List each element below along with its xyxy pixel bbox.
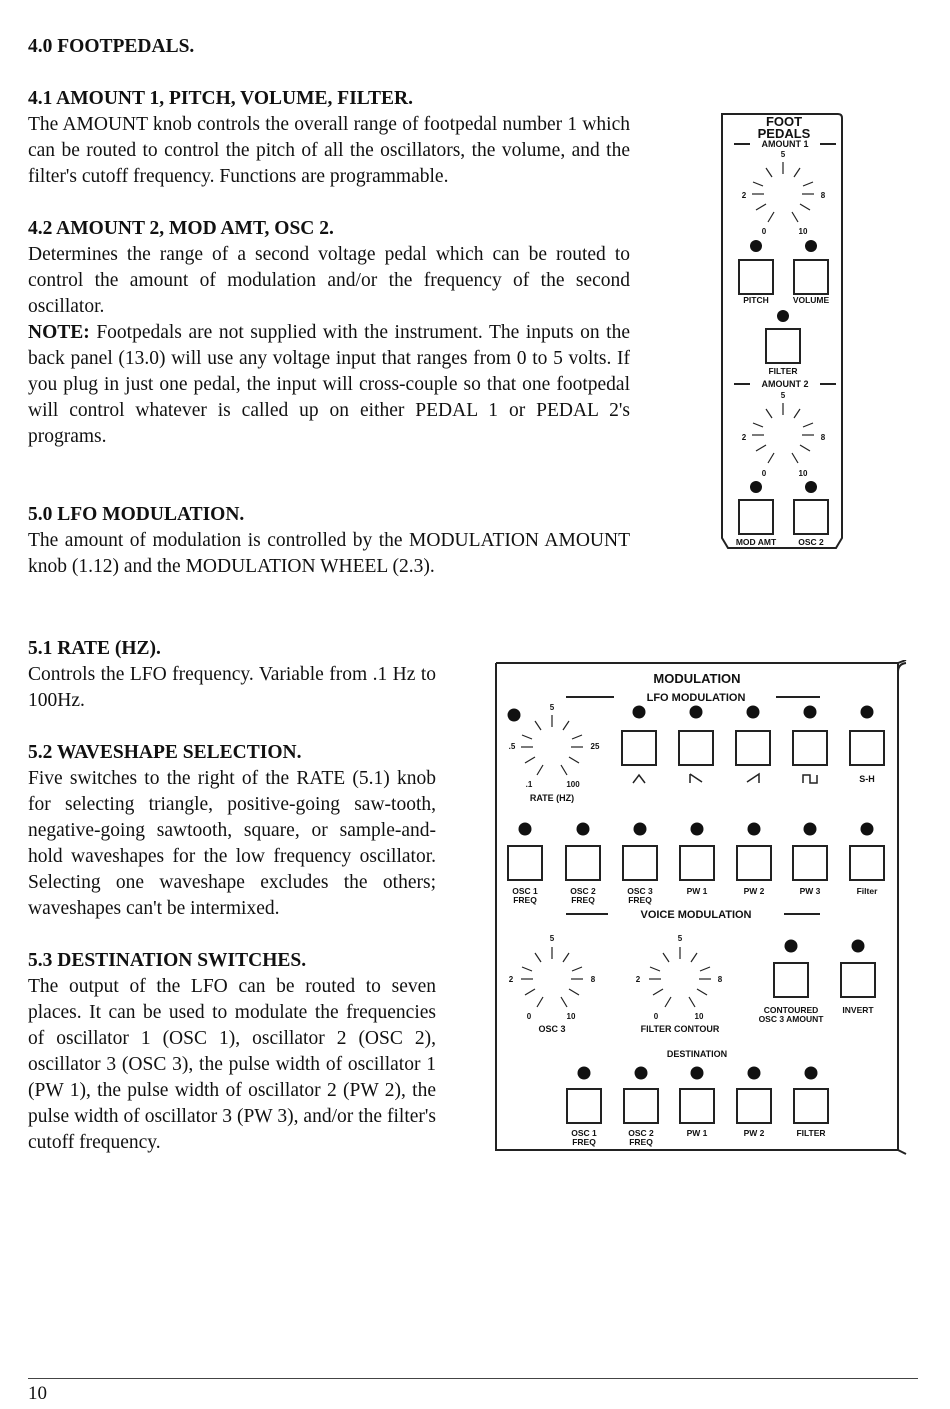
rate-scale-100: 100 [566,780,580,789]
paragraph-5-0: The amount of modulation is controlled by the MODULATION AMOUNT knob (1.12) and the MODULATION WHEEL (2.3). [28,530,630,577]
saw-positive-icon [690,774,702,783]
filter-contour-scale-0: 0 [653,1012,659,1021]
voice-dest-led-osc2 [635,1067,648,1080]
note-body: Footpedals are not supplied with the instrument. The inputs on the back panel (13.0) will use any voltage input that ranges from 0 to 5 volts. If you plug in just one pedal, the input will cross-couple so that one footpedal will control whatever is called up on either PEDAL 1 or PEDAL 2's programs. [28,322,630,447]
osc2-led [805,481,817,493]
osc2-label: OSC 2 [798,537,824,547]
note-label: NOTE: [28,322,90,343]
voice-dest-led-pw2 [748,1067,761,1080]
heading-5-1: 5.1 RATE (HZ). [28,638,161,659]
invert-led [852,940,865,953]
rate-knob[interactable] [509,703,600,789]
lfo-dest-label-osc2: OSC 2 [570,886,596,896]
volume-button[interactable] [794,260,828,294]
modulation-panel [494,660,912,1156]
volume-label: VOLUME [792,295,830,305]
lfo-dest-sublabel-osc3: FREQ [628,895,652,905]
amount2-scale-8: 8 [820,433,826,442]
pitch-label: PITCH [743,295,769,305]
waveshape-led-square [804,706,817,719]
filter-label: FILTER [768,366,798,376]
lfo-dest-led-osc1 [519,823,532,836]
voice-dest-led-pw1 [691,1067,704,1080]
amount1-scale-10: 10 [798,227,808,236]
voice-dest-led-osc1 [578,1067,591,1080]
sh-label: S-H [859,774,875,784]
voice-dest-button-filter[interactable] [794,1089,828,1123]
waveshape-led-sh [861,706,874,719]
paragraph-5-3: The output of the LFO can be routed to seven places. It can be used to modulate the frequencies of oscillator 1 (OSC 1), oscillator 2 (OSC 2), oscillator 3 (OSC 3), the pulse width of oscillator 1 (PW 1), the pulse width of oscillator 2 (PW 2), the pulse width of oscillator 3 (PW 3), and/or the filter's cutoff frequency. [28,976,436,1153]
amount2-scale-0: 0 [761,469,767,478]
mod-amt-led [750,481,762,493]
heading-5-0: 5.0 LFO MODULATION. [28,504,245,525]
saw-negative-icon [747,774,759,783]
lfo-dest-label-osc3: OSC 3 [627,886,653,896]
voice-dest-button-osc1[interactable] [567,1089,601,1123]
rate-scale-5: 5 [549,703,555,712]
mod-amt-button[interactable] [739,500,773,534]
pitch-led [750,240,762,252]
filter-contour-scale-10: 10 [694,1012,704,1021]
filter-contour-knob[interactable] [636,934,723,1021]
footpedal-title-line1: FOOT [765,114,803,129]
lfo-dest-button-osc1[interactable] [508,846,542,880]
filter-led [777,310,789,322]
lfo-dest-button-osc3[interactable] [623,846,657,880]
page-number: 10 [28,1383,47,1404]
filter-button[interactable] [766,329,800,363]
amount2-scale-5: 5 [780,391,786,400]
osc3-scale-2: 2 [508,975,514,984]
contoured-label: CONTOURED [763,1005,819,1015]
footer-rule [28,1378,918,1379]
footpedal-title-line2: PEDALS [757,126,811,141]
waveshape-led-saw-down [747,706,760,719]
lfo-dest-led-filter [861,823,874,836]
lfo-dest-button-pw1[interactable] [680,846,714,880]
voice-dest-sublabel-osc1: FREQ [572,1137,596,1147]
amount1-scale-5: 5 [780,150,786,159]
paragraph-4-1: The AMOUNT knob controls the overall range of footpedal number 1 which can be routed to control the pitch of all the oscillators, the volume, and the filter's cutoff frequency. Functions are programmable. [28,114,630,187]
invert-label: INVERT [842,1005,874,1015]
waveshape-button-saw-down[interactable] [736,731,770,765]
heading-4-0: 4.0 FOOTPEDALS. [28,36,195,57]
voice-dest-button-pw2[interactable] [737,1089,771,1123]
osc3-scale-0: 0 [526,1012,532,1021]
amount1-scale-2: 2 [741,191,747,200]
voice-dest-label-filter: FILTER [796,1128,826,1138]
panel-right-bracket-top [898,663,906,672]
text-column-bottom [28,636,436,1156]
waveshape-button-saw-up[interactable] [679,731,713,765]
voice-dest-label-osc1: OSC 1 [571,1128,597,1138]
note-paragraph [28,320,630,450]
text-column-top [28,34,630,580]
rate-scale-01: .1 [525,780,533,789]
voice-dest-button-osc2[interactable] [624,1089,658,1123]
contoured-led [785,940,798,953]
filter-contour-label: FILTER CONTOUR [640,1024,720,1034]
filter-contour-scale-5: 5 [677,934,683,943]
amount2-label: AMOUNT 2 [761,379,809,389]
lfo-dest-label-pw2: PW 2 [743,886,765,896]
waveshape-led-triangle [633,706,646,719]
lfo-modulation-label: LFO MODULATION [646,692,746,704]
filter-contour-scale-2: 2 [635,975,641,984]
lfo-dest-sublabel-osc1: FREQ [513,895,537,905]
amount1-scale-8: 8 [820,191,826,200]
lfo-dest-label-pw1: PW 1 [686,886,708,896]
osc3-scale-10: 10 [566,1012,576,1021]
triangle-icon [633,775,645,783]
voice-dest-label-osc2: OSC 2 [628,1128,654,1138]
lfo-dest-label-pw3: PW 3 [799,886,821,896]
filter-contour-tick-marks [649,947,711,1007]
lfo-dest-led-osc3 [634,823,647,836]
heading-4-1: 4.1 AMOUNT 1, PITCH, VOLUME, FILTER. [28,88,413,109]
paragraph-5-2: Five switches to the right of the RATE (5.1) knob for selecting triangle, positive-going saw-tooth, negative-going sawtooth, square, or sample-and-hold waveshapes for the low frequency oscillator. Selecting one waveshape excludes the others; waveshapes can't be intermixed. [28,768,436,919]
contoured-sublabel: OSC 3 AMOUNT [758,1014,824,1024]
osc3-scale-8: 8 [590,975,596,984]
lfo-dest-led-pw3 [804,823,817,836]
heading-4-2: 4.2 AMOUNT 2, MOD AMT, OSC 2. [28,218,334,239]
osc2-button[interactable] [794,500,828,534]
modulation-title: MODULATION [653,671,741,686]
square-icon [803,775,817,783]
voice-dest-led-filter [805,1067,818,1080]
paragraph-5-1: Controls the LFO frequency. Variable from .1 Hz to 100Hz. [28,664,436,711]
heading-5-2: 5.2 WAVESHAPE SELECTION. [28,742,302,763]
paragraph-4-2: Determines the range of a second voltage pedal which can be routed to control the amount of modulation and/or the frequency of the second oscillator. [28,244,630,317]
lfo-dest-label-filter: Filter [856,886,878,896]
waveshape-led-saw-up [690,706,703,719]
lfo-dest-led-osc2 [577,823,590,836]
waveshape-button-triangle[interactable] [622,731,656,765]
pitch-button[interactable] [739,260,773,294]
lfo-dest-sublabel-osc2: FREQ [571,895,595,905]
rate-scale-05: .5 [508,742,516,751]
footpedal-panel [716,112,848,554]
amount1-label: AMOUNT 1 [761,139,809,149]
heading-5-3: 5.3 DESTINATION SWITCHES. [28,950,307,971]
filter-contour-scale-8: 8 [717,975,723,984]
rate-label: RATE (HZ) [529,793,575,803]
osc3-tick-marks [521,947,583,1007]
waveshape-button-square[interactable] [793,731,827,765]
lfo-dest-led-pw1 [691,823,704,836]
voice-modulation-label: VOICE MODULATION [640,909,752,921]
destination-label: DESTINATION [666,1049,728,1059]
voice-dest-button-pw1[interactable] [680,1089,714,1123]
rate-scale-25: 25 [590,742,600,751]
voice-dest-label-pw1: PW 1 [686,1128,708,1138]
lfo-dest-button-pw3[interactable] [793,846,827,880]
mod-amt-label: MOD AMT [735,537,777,547]
osc3-scale-5: 5 [549,934,555,943]
amount2-scale-10: 10 [798,469,808,478]
lfo-dest-button-pw2[interactable] [737,846,771,880]
invert-button[interactable] [841,963,875,997]
rate-led [508,709,521,722]
osc3-knob[interactable] [509,934,596,1021]
waveshape-button-sh[interactable] [850,731,884,765]
rate-tick-marks [521,715,583,775]
lfo-dest-label-osc1: OSC 1 [512,886,538,896]
lfo-dest-led-pw2 [748,823,761,836]
osc3-label: OSC 3 [538,1024,566,1034]
lfo-dest-button-osc2[interactable] [566,846,600,880]
lfo-dest-button-filter[interactable] [850,846,884,880]
amount1-scale-0: 0 [761,227,767,236]
contoured-osc3-button[interactable] [774,963,808,997]
volume-led [805,240,817,252]
amount2-scale-2: 2 [741,433,747,442]
voice-dest-label-pw2: PW 2 [743,1128,765,1138]
voice-dest-sublabel-osc2: FREQ [629,1137,653,1147]
